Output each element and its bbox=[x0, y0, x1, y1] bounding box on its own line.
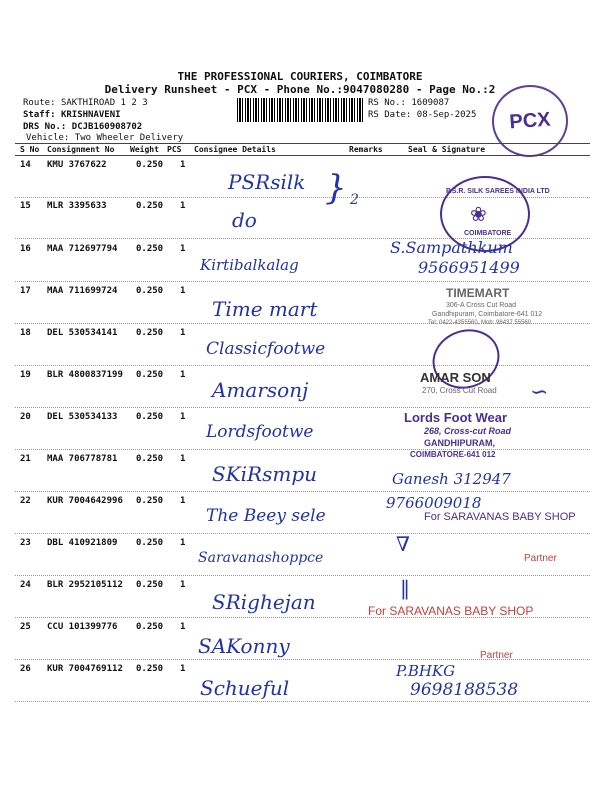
row-consignment: MAA 711699724 bbox=[47, 286, 118, 296]
signature-row16: S.Sampathkum bbox=[390, 238, 513, 257]
row-pcs: 1 bbox=[180, 160, 186, 170]
handwritten-consignee-23: Saravanashoppce bbox=[198, 550, 324, 566]
row-consignment: MAA 706778781 bbox=[47, 454, 118, 464]
col-seal: Seal & Signature bbox=[408, 145, 486, 154]
row-pcs: 1 bbox=[180, 244, 186, 254]
timemart-stamp-name: TIMEMART bbox=[446, 286, 510, 300]
row-consignment: CCU 101399776 bbox=[47, 622, 118, 632]
row-sno: 20 bbox=[20, 412, 31, 422]
col-sno: S No bbox=[20, 145, 40, 154]
row-pcs: 1 bbox=[180, 201, 186, 211]
staff-field: Staff: KRISHNAVENI bbox=[23, 110, 121, 120]
row-pcs: 1 bbox=[180, 286, 186, 296]
row-consignment: DEL 530534133 bbox=[47, 412, 118, 422]
row-consignment: DBL 410921809 bbox=[47, 538, 118, 548]
row-sno: 24 bbox=[20, 580, 31, 590]
handwritten-consignee-26: Schueful bbox=[200, 676, 290, 700]
brace-count: 2 bbox=[350, 192, 359, 208]
row-pcs: 1 bbox=[180, 454, 186, 464]
row-weight: 0.250 bbox=[136, 496, 164, 506]
rs-date-field: RS Date: 08-Sep-2025 bbox=[368, 110, 477, 120]
handwritten-consignee-25: SAKonny bbox=[198, 634, 290, 658]
row-sno: 22 bbox=[20, 496, 31, 506]
pcx-stamp: PCX bbox=[490, 82, 571, 159]
row-sno: 21 bbox=[20, 454, 31, 464]
handwritten-consignee-24: SRighejan bbox=[212, 590, 316, 614]
row-separator bbox=[15, 701, 590, 702]
row-pcs: 1 bbox=[180, 496, 186, 506]
row-weight: 0.250 bbox=[136, 412, 164, 422]
phone-row26: 9698188538 bbox=[410, 680, 519, 700]
saravanas-stamp-top: For SARAVANAS BABY SHOP bbox=[424, 511, 576, 523]
row-sno: 15 bbox=[20, 201, 31, 211]
row-weight: 0.250 bbox=[136, 328, 164, 338]
row-weight: 0.250 bbox=[136, 201, 164, 211]
lords-stamp-name: Lords Foot Wear bbox=[404, 410, 508, 425]
row-consignment: DEL 530534141 bbox=[47, 328, 118, 338]
row-weight: 0.250 bbox=[136, 622, 164, 632]
signature-row26: P.BHKG bbox=[396, 662, 456, 680]
lords-stamp-address1: 268, Cross-cut Road bbox=[424, 426, 512, 436]
row-weight: 0.250 bbox=[136, 244, 164, 254]
signature-row19: ∽ bbox=[530, 380, 549, 405]
company-title: THE PROFESSIONAL COURIERS, COIMBATORE bbox=[177, 70, 423, 83]
row-consignment: KMU 3767622 bbox=[47, 160, 107, 170]
row-sno: 14 bbox=[20, 160, 31, 170]
phone-row22: 9766009018 bbox=[386, 494, 482, 512]
row-sno: 16 bbox=[20, 244, 31, 254]
saravanas-partner-top: Partner bbox=[524, 553, 557, 564]
handwritten-consignee-16: Kirtibalkalag bbox=[200, 256, 299, 274]
lords-stamp-address2: GANDHIPURAM, bbox=[424, 438, 495, 448]
row-pcs: 1 bbox=[180, 412, 186, 422]
row-sno: 23 bbox=[20, 538, 31, 548]
amarson-stamp-address: 270, Cross Cut Road bbox=[422, 386, 497, 395]
row-consignment: BLR 4800837199 bbox=[47, 370, 123, 380]
col-consignee: Consignee Details bbox=[194, 145, 276, 154]
row-consignment: MLR 3395633 bbox=[47, 201, 107, 211]
peacock-icon: ❀ bbox=[470, 204, 487, 226]
handwritten-consignee-20: Lordsfootwe bbox=[206, 422, 314, 442]
row-pcs: 1 bbox=[180, 580, 186, 590]
signature-row24: ‖ bbox=[400, 576, 410, 600]
col-remarks: Remarks bbox=[349, 145, 383, 154]
timemart-stamp-phone: Tel: 0422-4355560, Mob: 98437 55560 bbox=[428, 320, 532, 326]
runsheet-subtitle: Delivery Runsheet - PCX - Phone No.:9047080280 - Page No.:2 bbox=[104, 83, 496, 96]
handwritten-consignee-18: Classicfootwe bbox=[206, 339, 326, 359]
handwritten-consignee-22: The Beey sele bbox=[206, 506, 326, 526]
row-consignment: KUR 7004769112 bbox=[47, 664, 123, 674]
timemart-stamp-address: 306-A Cross Cut Road bbox=[446, 302, 517, 309]
psr-seal-city: COIMBATORE bbox=[464, 230, 512, 237]
row-sno: 26 bbox=[20, 664, 31, 674]
row-sno: 19 bbox=[20, 370, 31, 380]
handwritten-consignee-15: do bbox=[232, 208, 257, 232]
row-weight: 0.250 bbox=[136, 160, 164, 170]
row-pcs: 1 bbox=[180, 664, 186, 674]
row-weight: 0.250 bbox=[136, 286, 164, 296]
row-sno: 25 bbox=[20, 622, 31, 632]
row-pcs: 1 bbox=[180, 328, 186, 338]
row-sno: 18 bbox=[20, 328, 31, 338]
row-weight: 0.250 bbox=[136, 370, 164, 380]
header-top-rule bbox=[15, 143, 590, 144]
brace-mark: } bbox=[325, 168, 347, 208]
route-field: Route: SAKTHIROAD 1 2 3 bbox=[23, 98, 148, 108]
lords-stamp-address3: COIMBATORE-641 012 bbox=[410, 450, 496, 459]
rs-no-field: RS No.: 1609087 bbox=[368, 98, 450, 108]
col-consignment: Consignment No bbox=[47, 145, 115, 154]
row-consignment: BLR 2952105112 bbox=[47, 580, 123, 590]
phone-row16: 9566951499 bbox=[418, 258, 520, 277]
row-weight: 0.250 bbox=[136, 580, 164, 590]
col-pcs: PCS bbox=[167, 145, 182, 154]
row-weight: 0.250 bbox=[136, 664, 164, 674]
row-sno: 17 bbox=[20, 286, 31, 296]
signature-row23: ∇ bbox=[396, 532, 410, 556]
handwritten-consignee-17: Time mart bbox=[212, 297, 318, 321]
handwritten-consignee-14: PSRsilk bbox=[228, 170, 306, 194]
amarson-stamp-name: AMAR SON bbox=[420, 370, 491, 385]
vehicle-field: Vehicle: Two Wheeler Delivery bbox=[26, 133, 184, 143]
psr-seal-name: P.S.R. SILK SAREES INDIA LTD bbox=[446, 188, 550, 195]
col-weight: Weight bbox=[130, 145, 159, 154]
handwritten-consignee-21: SKiRsmpu bbox=[212, 462, 318, 486]
barcode bbox=[237, 98, 365, 122]
row-pcs: 1 bbox=[180, 370, 186, 380]
drs-field: DRS No.: DCJB160908702 bbox=[23, 122, 143, 132]
row-consignment: KUR 7004642996 bbox=[47, 496, 123, 506]
row-weight: 0.250 bbox=[136, 454, 164, 464]
row-pcs: 1 bbox=[180, 622, 186, 632]
row-pcs: 1 bbox=[180, 538, 186, 548]
timemart-stamp-address2: Gandhipuram, Coimbatore-641 012 bbox=[432, 311, 543, 318]
row-consignment: MAA 712697794 bbox=[47, 244, 118, 254]
row-weight: 0.250 bbox=[136, 538, 164, 548]
saravanas-stamp-bottom: For SARAVANAS BABY SHOP bbox=[368, 604, 534, 618]
saravanas-partner-bottom: Partner bbox=[480, 650, 513, 661]
signature-row22: Ganesh 312947 bbox=[392, 470, 511, 488]
handwritten-consignee-19: Amarsonj bbox=[212, 378, 309, 402]
